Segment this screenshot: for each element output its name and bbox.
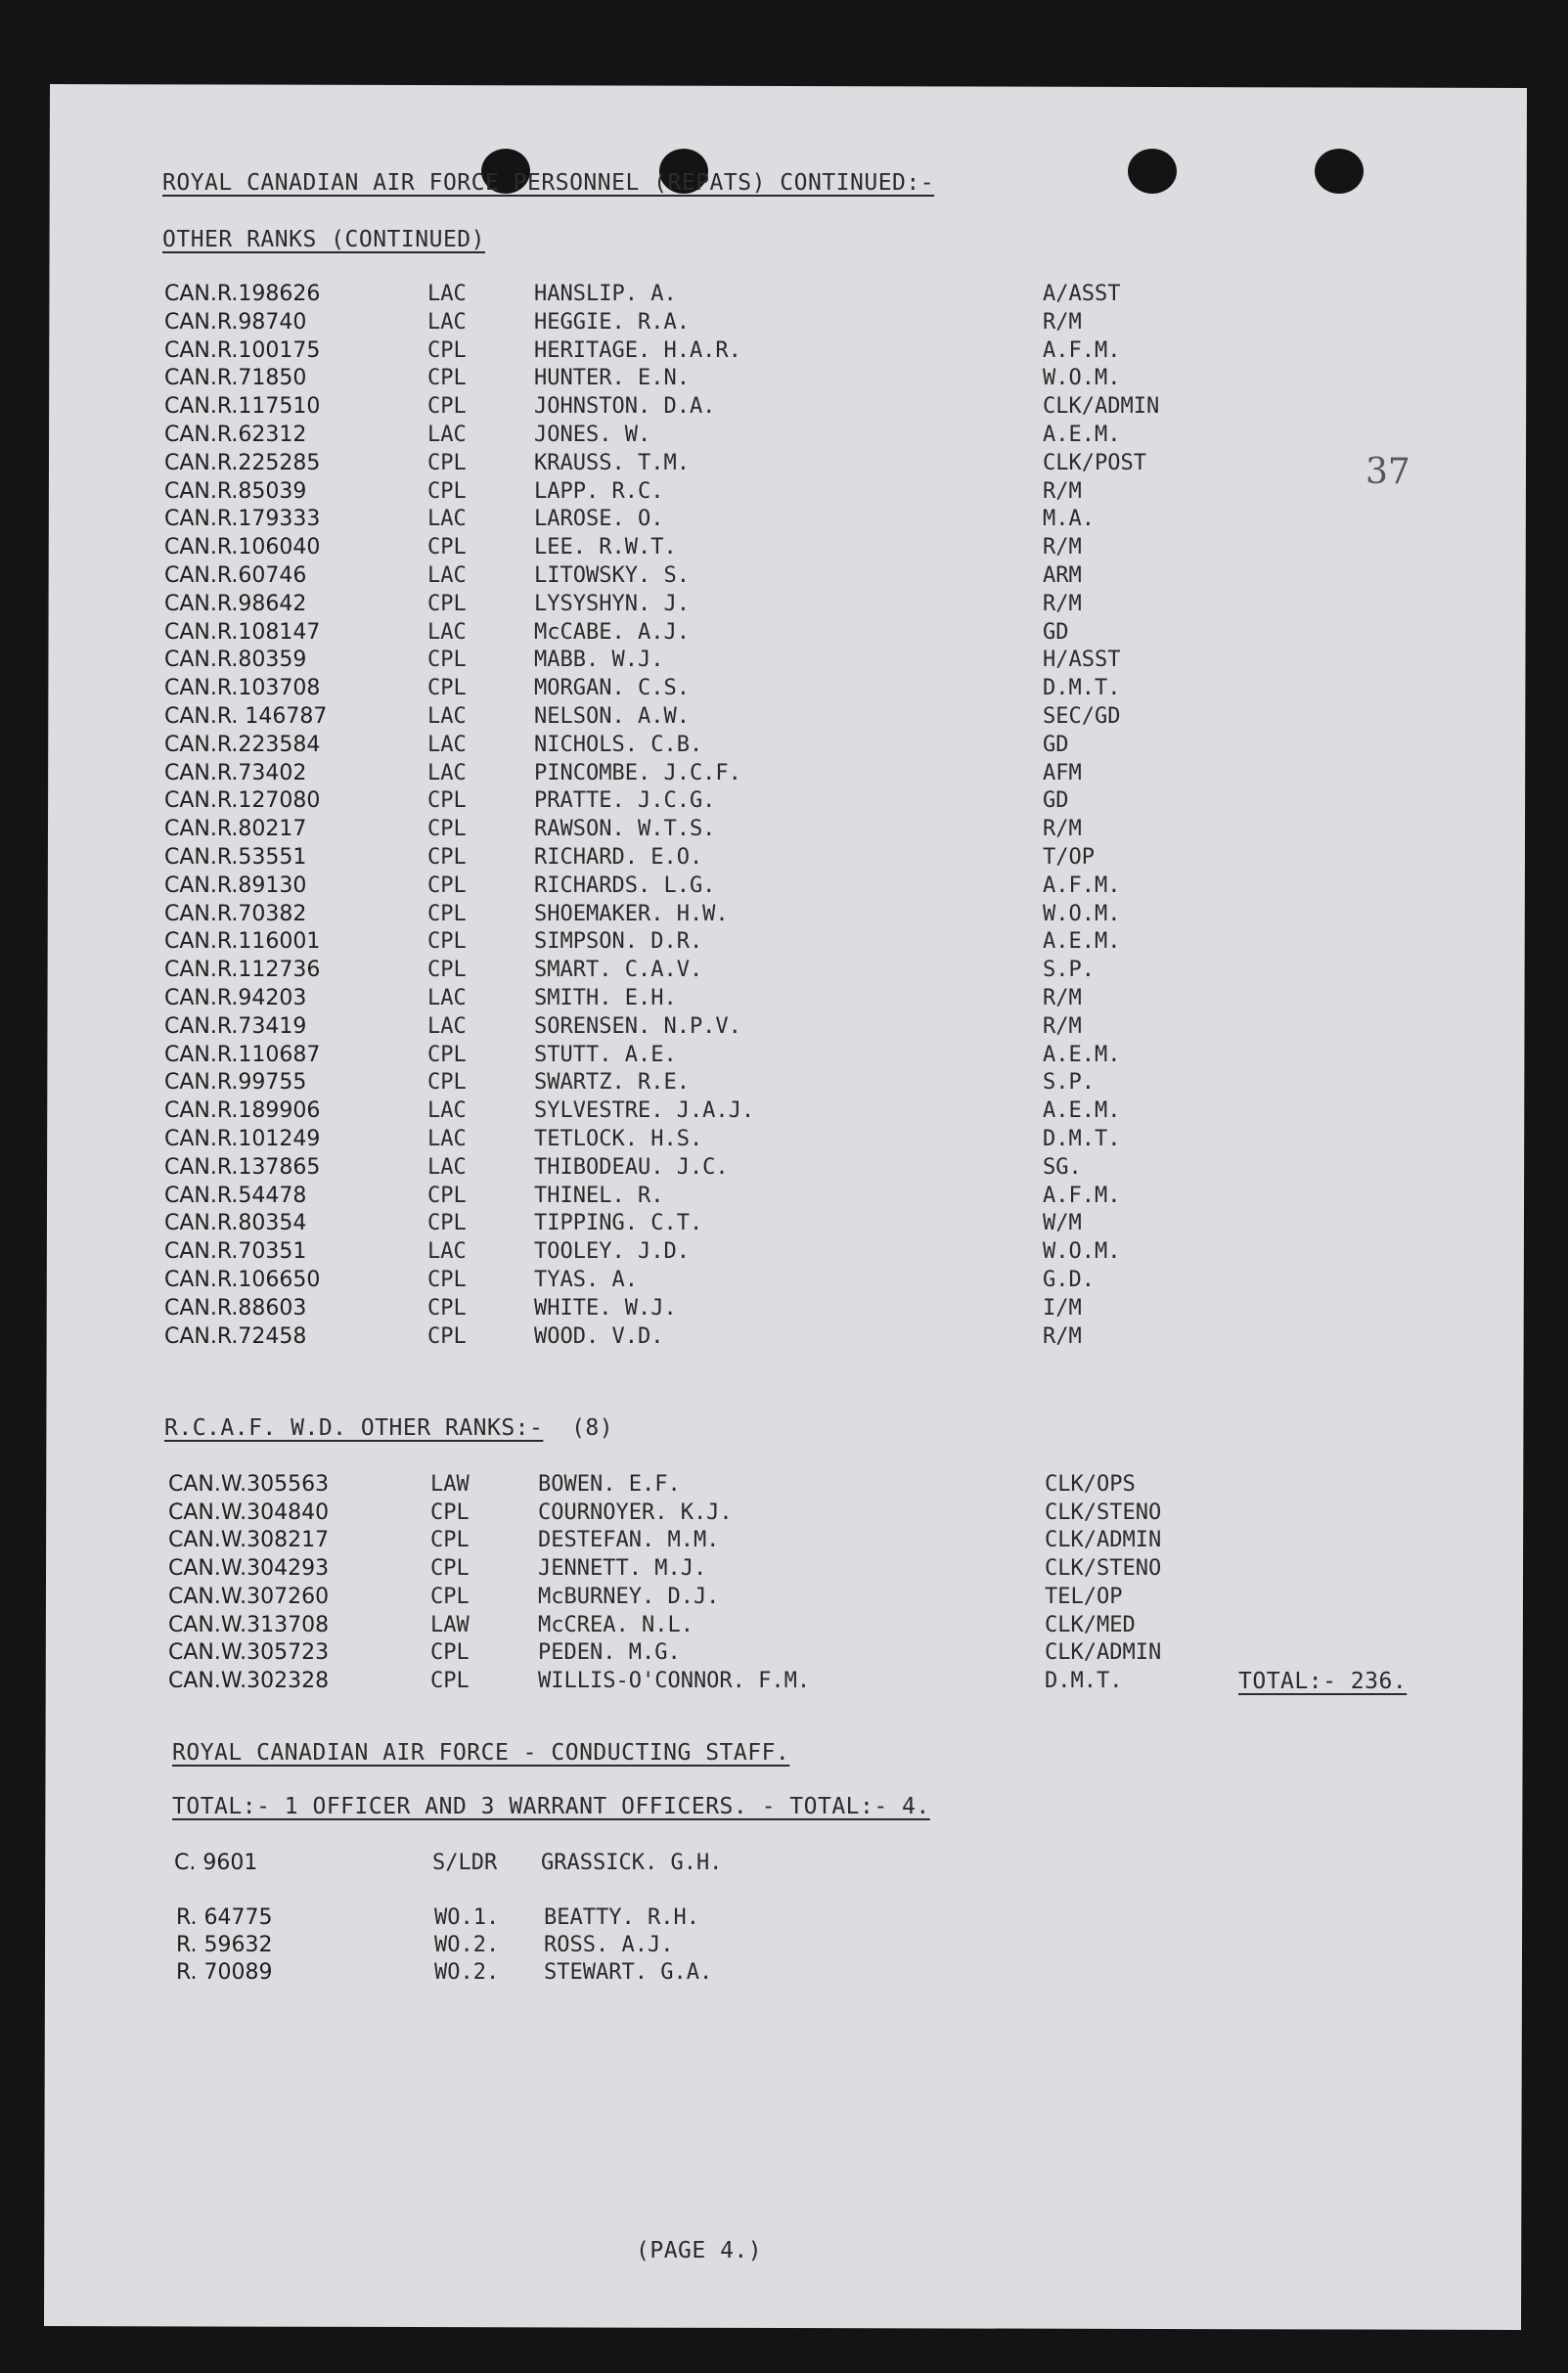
trade: R/M bbox=[1043, 591, 1082, 616]
trade: T/OP bbox=[1043, 845, 1095, 870]
table-row bbox=[0, 1556, 1568, 1584]
table-row bbox=[0, 733, 1568, 760]
table-row bbox=[0, 535, 1568, 562]
name: BOWEN. E.F. bbox=[538, 1472, 681, 1497]
service-number: R. 64775 bbox=[176, 1905, 273, 1930]
trade: ARM bbox=[1043, 563, 1082, 588]
trade: CLK/ADMIN bbox=[1045, 1528, 1162, 1553]
rank: CPL bbox=[427, 366, 467, 391]
trade: S.P. bbox=[1043, 958, 1095, 983]
rank: CPL bbox=[427, 648, 467, 673]
wd-heading-text: R.C.A.F. W.D. OTHER RANKS:- bbox=[164, 1415, 544, 1441]
service-number: CAN.R.127080 bbox=[164, 788, 321, 814]
service-number: CAN.W.305563 bbox=[168, 1472, 330, 1497]
trade: W.O.M. bbox=[1043, 1239, 1121, 1265]
service-number: CAN.R.80359 bbox=[164, 648, 307, 673]
name: SORENSEN. N.P.V. bbox=[534, 1013, 741, 1039]
service-number: CAN.R.137865 bbox=[164, 1154, 321, 1180]
service-number: CAN.R.60746 bbox=[164, 563, 307, 588]
service-number: CAN.R.108147 bbox=[164, 619, 321, 645]
rank: LAC bbox=[427, 507, 467, 532]
trade: R/M bbox=[1043, 1323, 1082, 1349]
trade: D.M.T. bbox=[1043, 1127, 1121, 1151]
name: SYLVESTRE. J.A.J. bbox=[534, 1098, 755, 1124]
table-row bbox=[0, 958, 1568, 985]
rank: CPL bbox=[427, 1268, 467, 1292]
rank: CPL bbox=[427, 337, 467, 363]
service-number: CAN.R.116001 bbox=[164, 929, 321, 955]
trade: D.M.T. bbox=[1045, 1668, 1123, 1693]
rank: CPL bbox=[427, 1211, 467, 1236]
rank: WO.2. bbox=[434, 1933, 500, 1957]
rank: CPL bbox=[430, 1500, 470, 1525]
trade: CLK/ADMIN bbox=[1045, 1640, 1162, 1666]
table-row bbox=[0, 423, 1568, 450]
table-row bbox=[0, 282, 1568, 309]
table-row bbox=[0, 1239, 1568, 1267]
name: RICHARD. E.O. bbox=[534, 845, 703, 870]
service-number: CAN.R.94203 bbox=[164, 986, 307, 1010]
name: LAPP. R.C. bbox=[534, 478, 664, 504]
rank: LAC bbox=[427, 563, 467, 588]
name: DESTEFAN. M.M. bbox=[538, 1528, 720, 1553]
table-row bbox=[0, 1043, 1568, 1070]
table-row bbox=[0, 1613, 1568, 1640]
service-number: CAN.W.304840 bbox=[168, 1500, 330, 1525]
name: JENNETT. M.J. bbox=[538, 1556, 707, 1582]
table-row bbox=[0, 563, 1568, 591]
trade: A/ASST bbox=[1043, 282, 1121, 306]
rank: LAC bbox=[427, 282, 467, 306]
name: NELSON. A.W. bbox=[534, 704, 690, 729]
trade: A.F.M. bbox=[1043, 337, 1121, 363]
name: SMART. C.A.V. bbox=[534, 958, 703, 983]
trade: W.O.M. bbox=[1043, 366, 1121, 391]
name: TOOLEY. J.D. bbox=[534, 1239, 690, 1265]
rank: CPL bbox=[427, 1323, 467, 1349]
trade: R/M bbox=[1043, 309, 1082, 335]
page-title: ROYAL CANADIAN AIR FORCE PERSONNEL (REPATS) CONTINUED:- bbox=[162, 170, 935, 196]
name: PRATTE. J.C.G. bbox=[534, 788, 716, 814]
trade: D.M.T. bbox=[1043, 676, 1121, 701]
table-row bbox=[0, 1640, 1568, 1668]
name: WOOD. V.D. bbox=[534, 1323, 664, 1349]
officer-row bbox=[0, 1851, 1568, 1878]
service-number: CAN.W.305723 bbox=[168, 1640, 330, 1666]
rank: CPL bbox=[427, 845, 467, 870]
trade: H/ASST bbox=[1043, 648, 1121, 673]
name: MABB. W.J. bbox=[534, 648, 664, 673]
service-number: CAN.R.72458 bbox=[164, 1323, 307, 1349]
rank: CPL bbox=[430, 1556, 470, 1582]
table-row bbox=[0, 1070, 1568, 1097]
service-number: CAN.R.225285 bbox=[164, 450, 321, 475]
rank: LAC bbox=[427, 1098, 467, 1124]
table-row bbox=[0, 761, 1568, 788]
name: STUTT. A.E. bbox=[534, 1042, 677, 1067]
name: JONES. W. bbox=[534, 423, 651, 447]
service-number: CAN.R.99755 bbox=[164, 1070, 307, 1096]
wd-count: (8) bbox=[571, 1415, 614, 1441]
service-number: CAN.R.117510 bbox=[164, 394, 321, 420]
table-row bbox=[0, 817, 1568, 844]
name: PEDEN. M.G. bbox=[538, 1640, 681, 1666]
service-number: CAN.R.54478 bbox=[164, 1183, 307, 1208]
rank: CPL bbox=[427, 873, 467, 898]
name: SHOEMAKER. H.W. bbox=[534, 901, 729, 926]
margin-number: 37 bbox=[1366, 452, 1411, 492]
table-row bbox=[0, 620, 1568, 648]
trade: A.E.M. bbox=[1043, 1042, 1121, 1067]
table-row bbox=[0, 676, 1568, 703]
total-count: TOTAL:- 236. bbox=[1238, 1669, 1408, 1694]
conducting-staff-summary: TOTAL:- 1 OFFICER AND 3 WARRANT OFFICERS. - TOTAL:- 4. bbox=[172, 1794, 930, 1819]
trade: A.F.M. bbox=[1043, 873, 1121, 898]
table-row bbox=[0, 873, 1568, 901]
rank: CPL bbox=[430, 1528, 470, 1553]
service-number: CAN.R.85039 bbox=[164, 478, 307, 504]
trade: S.P. bbox=[1043, 1070, 1095, 1096]
table-row bbox=[0, 1184, 1568, 1211]
name: McBURNEY. D.J. bbox=[538, 1584, 720, 1609]
service-number: CAN.W.307260 bbox=[168, 1584, 330, 1609]
service-number: CAN.R.112736 bbox=[164, 958, 321, 983]
service-number: CAN.R.106040 bbox=[164, 535, 321, 560]
service-number: CAN.R.98740 bbox=[164, 309, 307, 335]
rank: CPL bbox=[430, 1584, 470, 1609]
name: GRASSICK. G.H. bbox=[541, 1851, 723, 1875]
table-row bbox=[0, 479, 1568, 507]
name: BEATTY. R.H. bbox=[544, 1905, 699, 1930]
name: THIBODEAU. J.C. bbox=[534, 1154, 729, 1180]
name: TYAS. A. bbox=[534, 1268, 638, 1292]
table-row bbox=[0, 1324, 1568, 1352]
service-number: C. 9601 bbox=[174, 1851, 258, 1875]
rank: CPL bbox=[427, 958, 467, 983]
service-number: CAN.R.106650 bbox=[164, 1268, 321, 1292]
rank: LAC bbox=[427, 1013, 467, 1039]
trade: AFM bbox=[1043, 760, 1082, 785]
table-row bbox=[0, 1268, 1568, 1295]
trade: R/M bbox=[1043, 535, 1082, 560]
service-number: CAN.R.73402 bbox=[164, 760, 307, 785]
table-row bbox=[0, 1472, 1568, 1500]
trade: CLK/STENO bbox=[1045, 1556, 1162, 1582]
trade: SG. bbox=[1043, 1154, 1082, 1180]
rank: LAC bbox=[427, 1239, 467, 1265]
service-number: CAN.R.53551 bbox=[164, 845, 307, 870]
table-row bbox=[0, 1127, 1568, 1154]
name: WILLIS-O'CONNOR. F.M. bbox=[538, 1668, 811, 1693]
service-number: CAN.R.89130 bbox=[164, 873, 307, 898]
rank: CPL bbox=[430, 1668, 470, 1693]
rank: CPL bbox=[430, 1640, 470, 1666]
name: COURNOYER. K.J. bbox=[538, 1500, 733, 1525]
name: LAROSE. O. bbox=[534, 507, 664, 532]
rank: LAC bbox=[427, 309, 467, 335]
service-number: CAN.R.70382 bbox=[164, 901, 307, 926]
service-number: CAN.W.302328 bbox=[168, 1668, 330, 1693]
service-number: CAN.R.80217 bbox=[164, 817, 307, 842]
rank: CPL bbox=[427, 1295, 467, 1321]
trade: M.A. bbox=[1043, 507, 1095, 532]
table-row bbox=[0, 1905, 1568, 1933]
service-number: CAN.R.101249 bbox=[164, 1127, 321, 1151]
service-number: CAN.R.70351 bbox=[164, 1239, 307, 1265]
trade: I/M bbox=[1043, 1295, 1082, 1321]
trade: W/M bbox=[1043, 1211, 1082, 1236]
rank: CPL bbox=[427, 901, 467, 926]
name: NICHOLS. C.B. bbox=[534, 732, 703, 757]
name: HERITAGE. H.A.R. bbox=[534, 337, 741, 363]
name: TIPPING. C.T. bbox=[534, 1211, 703, 1236]
service-number: R. 59632 bbox=[176, 1933, 273, 1957]
rank: CPL bbox=[427, 450, 467, 475]
punch-hole bbox=[1128, 149, 1177, 194]
trade: W.O.M. bbox=[1043, 901, 1121, 926]
page-number: (PAGE 4.) bbox=[636, 2238, 763, 2263]
name: McCABE. A.J. bbox=[534, 619, 690, 645]
wd-section-heading bbox=[164, 1415, 613, 1441]
table-row bbox=[0, 648, 1568, 675]
trade: CLK/MED bbox=[1045, 1612, 1136, 1637]
rank: CPL bbox=[427, 788, 467, 814]
service-number: CAN.R.100175 bbox=[164, 337, 321, 363]
rank: LAC bbox=[427, 732, 467, 757]
rank: LAC bbox=[427, 1127, 467, 1151]
table-row bbox=[0, 1098, 1568, 1126]
trade: CLK/POST bbox=[1043, 450, 1146, 475]
conducting-staff-heading: ROYAL CANADIAN AIR FORCE - CONDUCTING STAFF. bbox=[172, 1740, 790, 1766]
punch-hole bbox=[1315, 149, 1364, 194]
rank: LAC bbox=[427, 760, 467, 785]
rank: CPL bbox=[427, 591, 467, 616]
table-row bbox=[0, 929, 1568, 957]
rank: CPL bbox=[427, 1183, 467, 1208]
service-number: CAN.R.179333 bbox=[164, 507, 321, 532]
rank: S/LDR bbox=[432, 1851, 498, 1875]
table-row bbox=[0, 704, 1568, 732]
trade: CLK/STENO bbox=[1045, 1500, 1162, 1525]
service-number: CAN.R.73419 bbox=[164, 1013, 307, 1039]
table-row bbox=[0, 902, 1568, 929]
trade: TEL/OP bbox=[1045, 1584, 1123, 1609]
name: HANSLIP. A. bbox=[534, 282, 677, 306]
service-number: R. 70089 bbox=[176, 1960, 273, 1985]
table-row bbox=[0, 1211, 1568, 1238]
table-row bbox=[0, 1014, 1568, 1042]
trade: R/M bbox=[1043, 817, 1082, 842]
service-number: CAN.R.62312 bbox=[164, 423, 307, 447]
rank: LAC bbox=[427, 423, 467, 447]
trade: CLK/ADMIN bbox=[1043, 394, 1160, 420]
name: TETLOCK. H.S. bbox=[534, 1127, 703, 1151]
service-number: CAN.W.308217 bbox=[168, 1528, 330, 1553]
rank: LAC bbox=[427, 619, 467, 645]
service-number: CAN.R.98642 bbox=[164, 591, 307, 616]
table-row bbox=[0, 788, 1568, 816]
trade: R/M bbox=[1043, 1013, 1082, 1039]
rank: CPL bbox=[427, 394, 467, 420]
rank: LAW bbox=[430, 1612, 470, 1637]
name: KRAUSS. T.M. bbox=[534, 450, 690, 475]
name: RICHARDS. L.G. bbox=[534, 873, 716, 898]
table-row bbox=[0, 338, 1568, 366]
trade: GD bbox=[1043, 732, 1069, 757]
trade: GD bbox=[1043, 788, 1069, 814]
table-row bbox=[0, 1960, 1568, 1988]
name: THINEL. R. bbox=[534, 1183, 664, 1208]
table-row bbox=[0, 1155, 1568, 1183]
service-number: CAN.R.80354 bbox=[164, 1211, 307, 1236]
name: MORGAN. C.S. bbox=[534, 676, 690, 701]
trade: A.E.M. bbox=[1043, 929, 1121, 955]
name: McCREA. N.L. bbox=[538, 1612, 694, 1637]
service-number: CAN.W.304293 bbox=[168, 1556, 330, 1582]
service-number: CAN.R.110687 bbox=[164, 1042, 321, 1067]
rank: WO.1. bbox=[434, 1905, 500, 1930]
trade: R/M bbox=[1043, 478, 1082, 504]
rank: LAC bbox=[427, 1154, 467, 1180]
rank: CPL bbox=[427, 535, 467, 560]
name: LEE. R.W.T. bbox=[534, 535, 677, 560]
name: SIMPSON. D.R. bbox=[534, 929, 703, 955]
rank: LAC bbox=[427, 704, 467, 729]
trade: A.E.M. bbox=[1043, 1098, 1121, 1124]
service-number: CAN.W.313708 bbox=[168, 1612, 330, 1637]
rank: LAW bbox=[430, 1472, 470, 1497]
service-number: CAN.R.103708 bbox=[164, 676, 321, 701]
name: PINCOMBE. J.C.F. bbox=[534, 760, 741, 785]
name: SMITH. E.H. bbox=[534, 986, 677, 1010]
rank: CPL bbox=[427, 929, 467, 955]
table-row bbox=[0, 845, 1568, 873]
name: HEGGIE. R.A. bbox=[534, 309, 690, 335]
service-number: CAN.R.71850 bbox=[164, 366, 307, 391]
rank: CPL bbox=[427, 676, 467, 701]
service-number: CAN.R.223584 bbox=[164, 732, 321, 757]
rank: CPL bbox=[427, 1042, 467, 1067]
table-row bbox=[0, 366, 1568, 393]
name: HUNTER. E.N. bbox=[534, 366, 690, 391]
table-row bbox=[0, 1296, 1568, 1323]
rank: CPL bbox=[427, 1070, 467, 1096]
trade: A.F.M. bbox=[1043, 1183, 1121, 1208]
rank: CPL bbox=[427, 817, 467, 842]
rank: LAC bbox=[427, 986, 467, 1010]
table-row bbox=[0, 592, 1568, 619]
section-subtitle: OTHER RANKS (CONTINUED) bbox=[162, 227, 485, 252]
trade: GD bbox=[1043, 619, 1069, 645]
trade: CLK/OPS bbox=[1045, 1472, 1136, 1497]
name: LITOWSKY. S. bbox=[534, 563, 690, 588]
rank: CPL bbox=[427, 478, 467, 504]
table-row bbox=[0, 986, 1568, 1013]
trade: R/M bbox=[1043, 986, 1082, 1010]
name: JOHNSTON. D.A. bbox=[534, 394, 716, 420]
service-number: CAN.R.189906 bbox=[164, 1098, 321, 1124]
table-row bbox=[0, 1500, 1568, 1528]
name: LYSYSHYN. J. bbox=[534, 591, 690, 616]
table-row bbox=[0, 310, 1568, 337]
table-row bbox=[0, 1933, 1568, 1960]
table-row bbox=[0, 394, 1568, 422]
name: WHITE. W.J. bbox=[534, 1295, 677, 1321]
table-row bbox=[0, 451, 1568, 478]
table-row bbox=[0, 1528, 1568, 1555]
name: RAWSON. W.T.S. bbox=[534, 817, 716, 842]
service-number: CAN.R.198626 bbox=[164, 282, 321, 306]
trade: SEC/GD bbox=[1043, 704, 1121, 729]
trade: A.E.M. bbox=[1043, 423, 1121, 447]
name: SWARTZ. R.E. bbox=[534, 1070, 690, 1096]
trade: G.D. bbox=[1043, 1268, 1095, 1292]
table-row bbox=[0, 1585, 1568, 1612]
table-row bbox=[0, 507, 1568, 534]
name: STEWART. G.A. bbox=[544, 1960, 713, 1985]
service-number: CAN.R.88603 bbox=[164, 1295, 307, 1321]
service-number: CAN.R. 146787 bbox=[164, 704, 328, 729]
rank: WO.2. bbox=[434, 1960, 500, 1985]
name: ROSS. A.J. bbox=[544, 1933, 674, 1957]
